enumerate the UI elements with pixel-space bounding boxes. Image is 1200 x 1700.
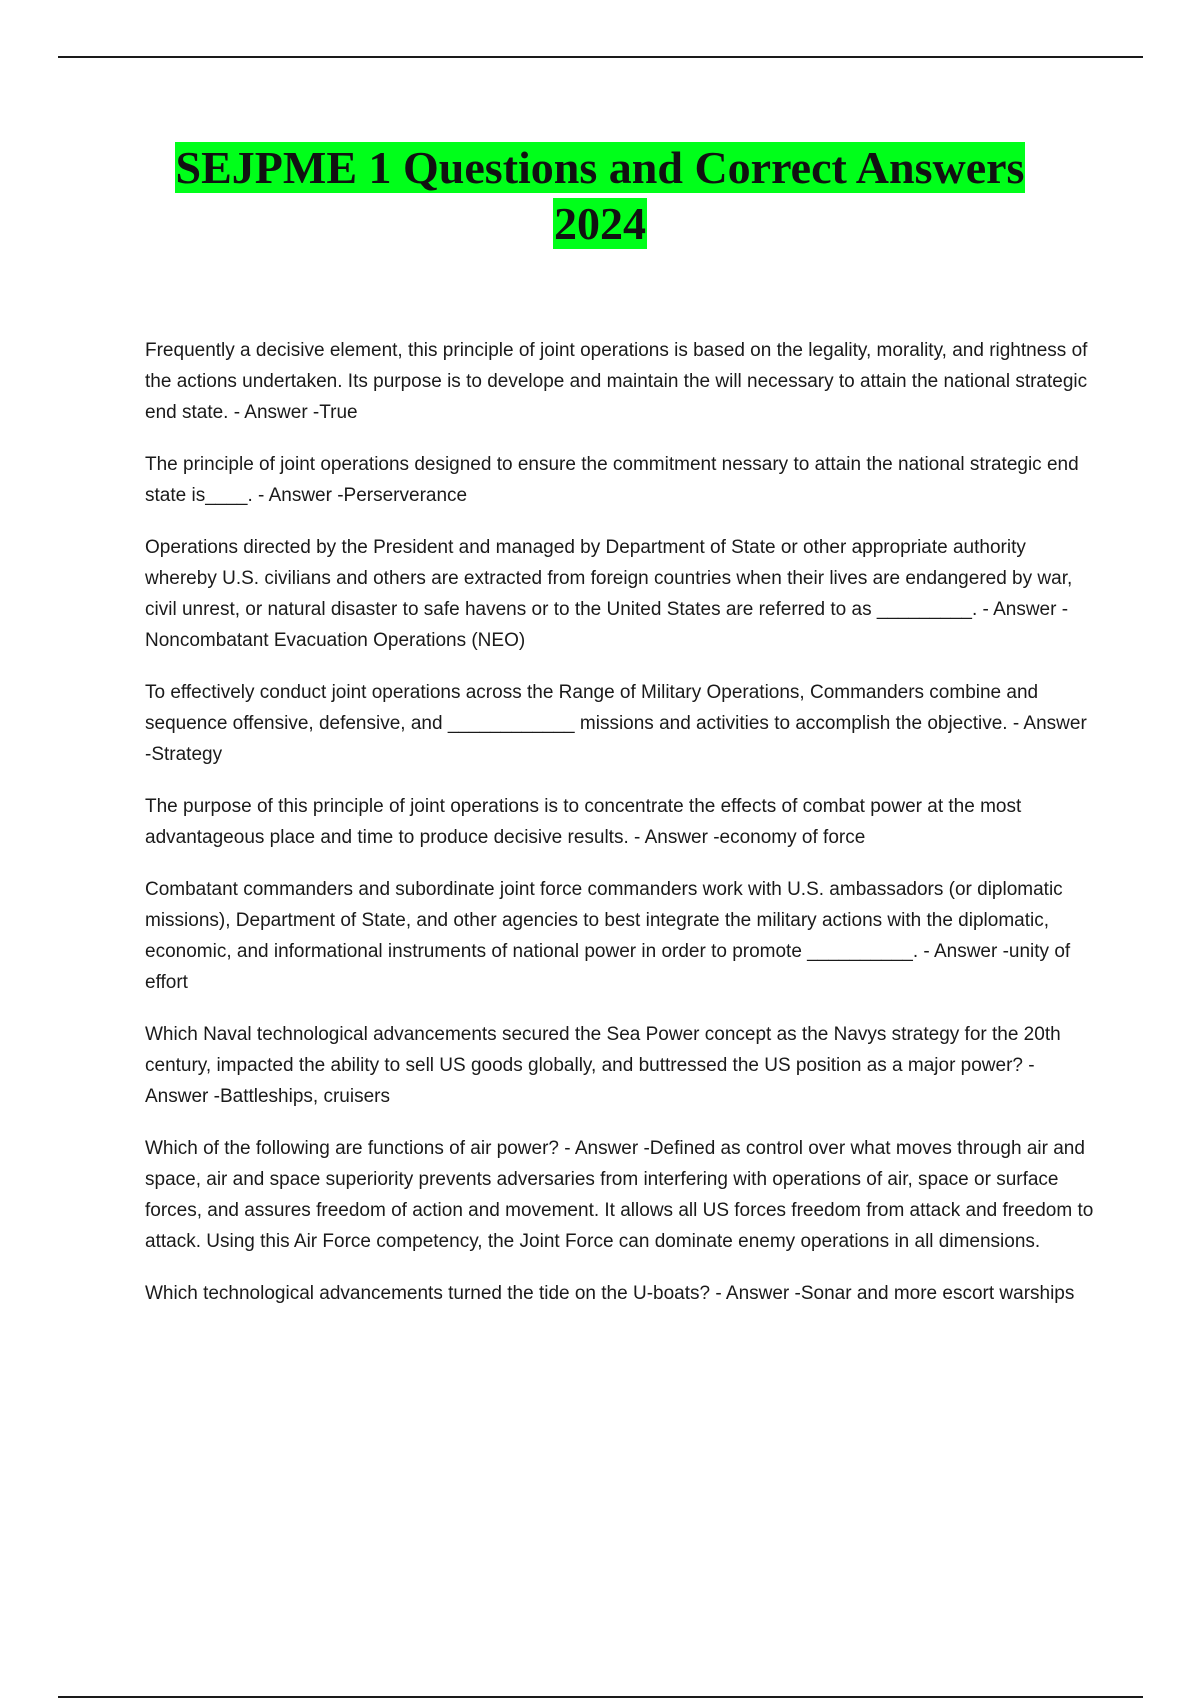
qa-item: Frequently a decisive element, this principle of joint operations is based on the legality, morality, and rightness of the actions undertaken. Its purpose is to develope and maintain the will necessary to attain the national strategic end state. - Answer -True	[145, 340, 1088, 423]
title-line-2: 2024	[554, 198, 646, 249]
qa-item: Combatant commanders and subordinate joint force commanders work with U.S. ambassadors (or diplomatic missions), Department of State, and other agencies to best integrate the military actions with the diplomatic, economic, and informational instruments of national power in order to promote __________. - Answer -unity of effort	[145, 879, 1071, 993]
qa-item: The purpose of this principle of joint operations is to concentrate the effects of combat power at the most advantageous place and time to produce decisive results. - Answer -economy of force	[145, 796, 1022, 848]
header-rule	[58, 56, 1143, 58]
qa-item: Which Naval technological advancements secured the Sea Power concept as the Navys strategy for the 20th century, impacted the ability to sell US goods globally, and buttressed the US position as a major power? - Answer -Battleships, cruisers	[145, 1024, 1061, 1107]
title-line-1: SEJPME 1 Questions and Correct Answers	[175, 142, 1025, 193]
qa-item: To effectively conduct joint operations across the Range of Military Operations, Commanders combine and sequence offensive, defensive, and ____________ missions and activities to accomplish the objective. - Answer -Strategy	[145, 682, 1087, 765]
qa-item: Which technological advancements turned the tide on the U-boats? - Answer -Sonar and more escort warships	[145, 1283, 1075, 1304]
document-title	[100, 140, 1100, 252]
qa-item: Operations directed by the President and managed by Department of State or other appropriate authority whereby U.S. civilians and others are extracted from foreign countries when their lives are endangered by war, civil unrest, or natural disaster to safe havens or to the United States are referred to as _________. - Answer -Noncombatant Evacuation Operations (NEO)	[145, 537, 1073, 651]
qa-item: The principle of joint operations designed to ensure the commitment nessary to attain the national strategic end state is____. - Answer -Perserverance	[145, 454, 1079, 506]
qa-item: Which of the following are functions of air power? - Answer -Defined as control over what moves through air and space, air and space superiority prevents adversaries from interfering with operations of air, space or surface forces, and assures freedom of action and movement. It allows all US forces freedom from attack and freedom to attack. Using this Air Force competency, the Joint Force can dominate enemy operations in all dimensions.	[145, 1138, 1094, 1252]
question-answer-list	[145, 335, 1095, 1330]
footer-rule	[58, 1696, 1143, 1698]
